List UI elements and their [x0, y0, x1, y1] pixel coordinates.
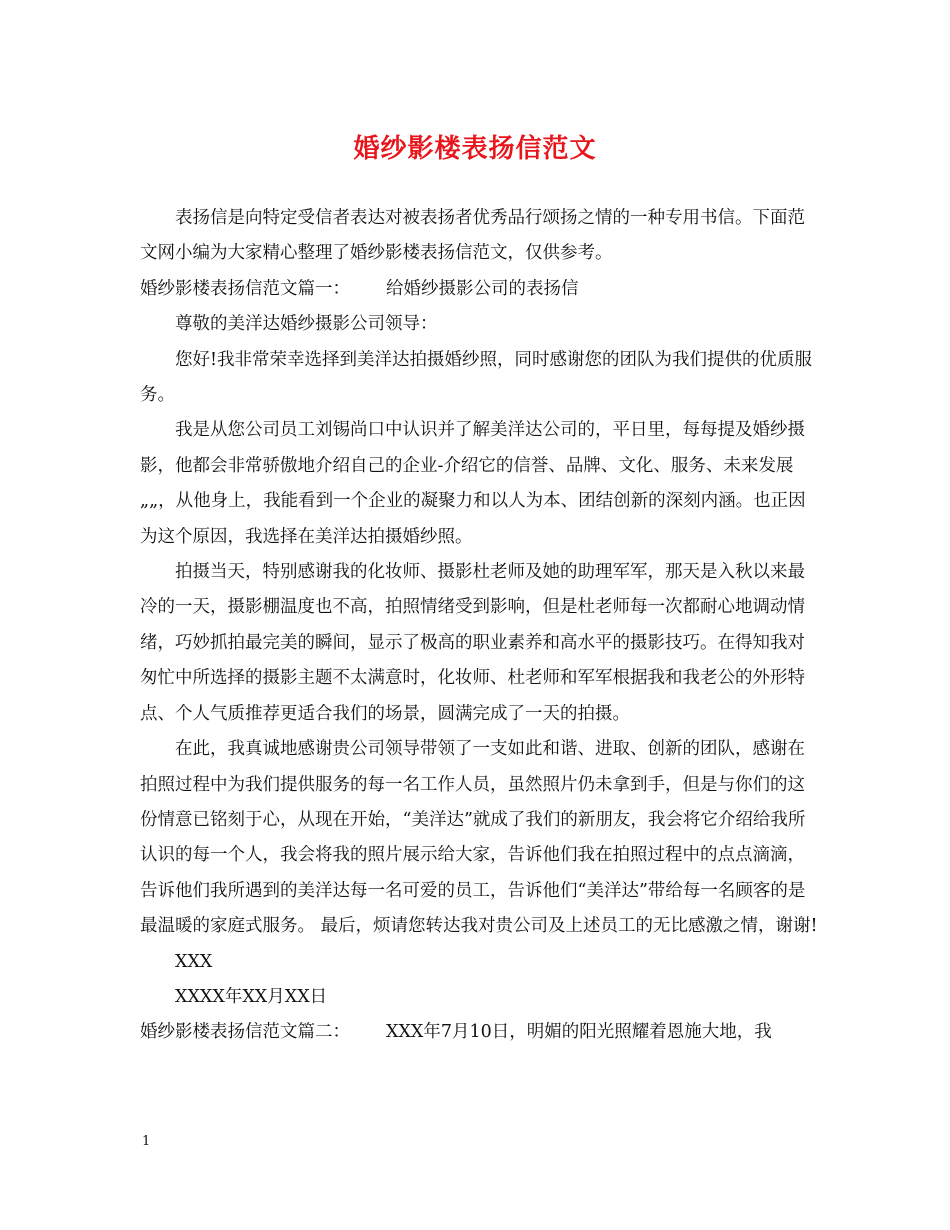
- document-title: 婚纱影楼表扬信范文: [353, 134, 597, 164]
- body-paragraph-4: 在此，我真诚地感谢贵公司领导带领了一支如此和谐、进取、创新的团队，感谢在拍照过程中为我们提供服务的每一名工作人员，虽然照片仍未拿到手，但是与你们的这份情意已铭刻于心，从现在开始，“美洋达”就成了我们的新朋友，我会将它介绍给我所认识的每一个人，我会将我的照片展示给大家，告诉他们我在拍照过程中的点点滴滴，告诉他们我所遇到的美洋达每一名可爱的员工，告诉他们“美洋达”带给每一名顾客的是最温暖的家庭式服务。 最后，烦请您转达我对贵公司及上述员工的无比感激之情，谢谢!: [140, 739, 818, 937]
- salutation: 尊敬的美洋达婚纱摄影公司领导：: [175, 314, 438, 335]
- signature: XXX: [175, 951, 213, 972]
- part2-heading: [140, 1015, 820, 1050]
- part1-label: 婚纱影楼表扬信范文篇一：: [140, 278, 350, 299]
- document-body: [140, 201, 820, 1051]
- body-paragraph-2: 我是从您公司员工刘锡尚口中认识并了解美洋达公司的，平日里，每每提及婚纱摄影，他都会非常骄傲地介绍自己的企业-介绍它的信誉、品牌、文化、服务、未来发展„„，从他身上，我能看到一个企业的凝聚力和以人为本、团结创新的深刻内涵。也正因为这个原因，我选择在美洋达拍摄婚纱照。: [140, 420, 806, 547]
- part1-title: 给婚纱摄影公司的表扬信: [386, 278, 579, 299]
- page-number: 1: [142, 1134, 151, 1149]
- part2-label: 婚纱影楼表扬信范文篇二：: [140, 1022, 350, 1043]
- date-line: XXXX年XX月XX日: [175, 986, 328, 1007]
- intro-paragraph: 表扬信是向特定受信者表达对被表扬者优秀品行颂扬之情的一种专用书信。下面范文网小编为大家精心整理了婚纱影楼表扬信范文，仅供参考。: [140, 208, 805, 264]
- part2-text: XXX年7月10日，明媚的阳光照耀着恩施大地，我: [386, 1022, 772, 1043]
- body-paragraph-1: 您好!我非常荣幸选择到美洋达拍摄婚纱照，同时感谢您的团队为我们提供的优质服务。: [140, 349, 813, 406]
- body-paragraph-3: 拍摄当天，特别感谢我的化妆师、摄影杜老师及她的助理军军，那天是入秋以来最冷的一天，摄影棚温度也不高，拍照情绪受到影响，但是杜老师每一次都耐心地调动情绪，巧妙抓拍最完美的瞬间，显示了极高的职业素养和高水平的摄影技巧。在得知我对匆忙中所选择的摄影主题不太满意时，化妆师、杜老师和军军根据我和我老公的外形特点、个人气质推荐更适合我们的场景，圆满完成了一天的拍摄。: [140, 562, 805, 724]
- part1-heading: [140, 272, 820, 307]
